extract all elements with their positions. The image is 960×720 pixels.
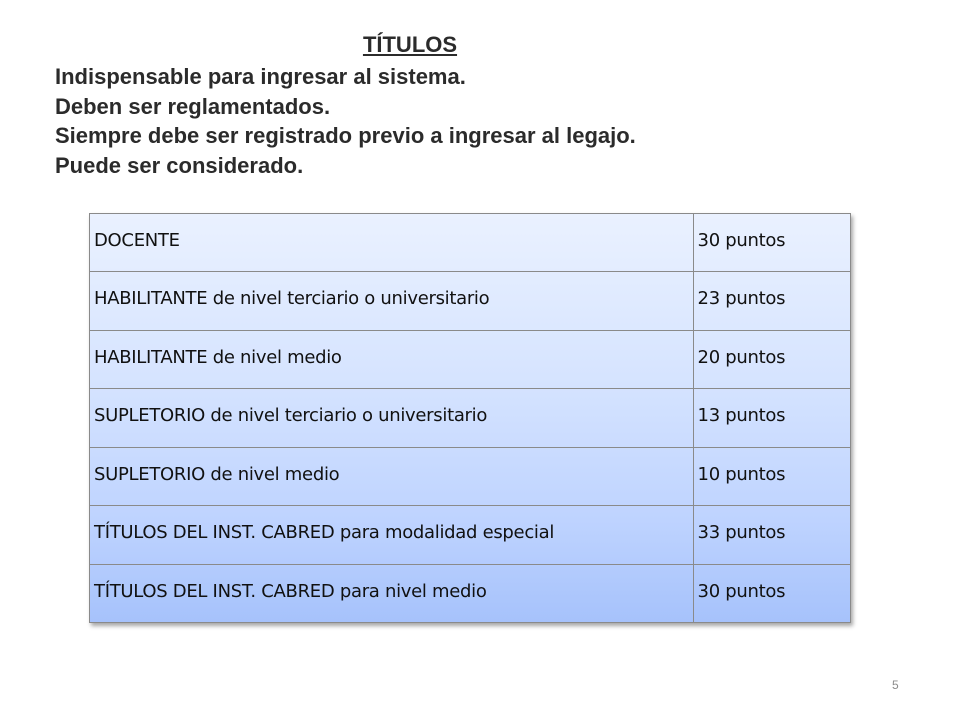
points-cell: 33 puntos (693, 506, 850, 564)
points-cell: 30 puntos (693, 564, 850, 622)
title-type-cell: TÍTULOS DEL INST. CABRED para modalidad especial (90, 506, 694, 564)
page-number: 5 (892, 678, 899, 692)
title-type-cell: HABILITANTE de nivel medio (90, 330, 694, 388)
points-cell: 23 puntos (693, 272, 850, 330)
bullet-item: Deben ser reglamentados. (55, 93, 331, 119)
points-cell: 20 puntos (693, 330, 850, 388)
table-row (90, 506, 851, 564)
title-type-cell: HABILITANTE de nivel terciario o universitario (90, 272, 694, 330)
table-row (90, 330, 851, 388)
title-type-cell: TÍTULOS DEL INST. CABRED para nivel medio (90, 564, 694, 622)
bullet-item: Siempre debe ser registrado previo a ingresar al legajo. (55, 123, 636, 148)
slide-title: TÍTULOS (362, 32, 458, 57)
title-type-cell: DOCENTE (90, 214, 694, 272)
title-type-cell: SUPLETORIO de nivel terciario o universitario (90, 389, 694, 447)
points-cell: 30 puntos (693, 214, 850, 272)
points-cell: 10 puntos (693, 447, 850, 505)
table-row (90, 214, 851, 272)
scores-table (89, 213, 851, 623)
table-row (90, 447, 851, 505)
table-row (90, 272, 851, 330)
table-row (90, 389, 851, 447)
bullet-item: Puede ser considerado. (55, 152, 304, 178)
table-row (90, 564, 851, 622)
bullet-list (55, 62, 915, 180)
points-cell: 13 puntos (693, 389, 850, 447)
bullet-item: Indispensable para ingresar al sistema. (55, 64, 466, 89)
title-type-cell: SUPLETORIO de nivel medio (90, 447, 694, 505)
